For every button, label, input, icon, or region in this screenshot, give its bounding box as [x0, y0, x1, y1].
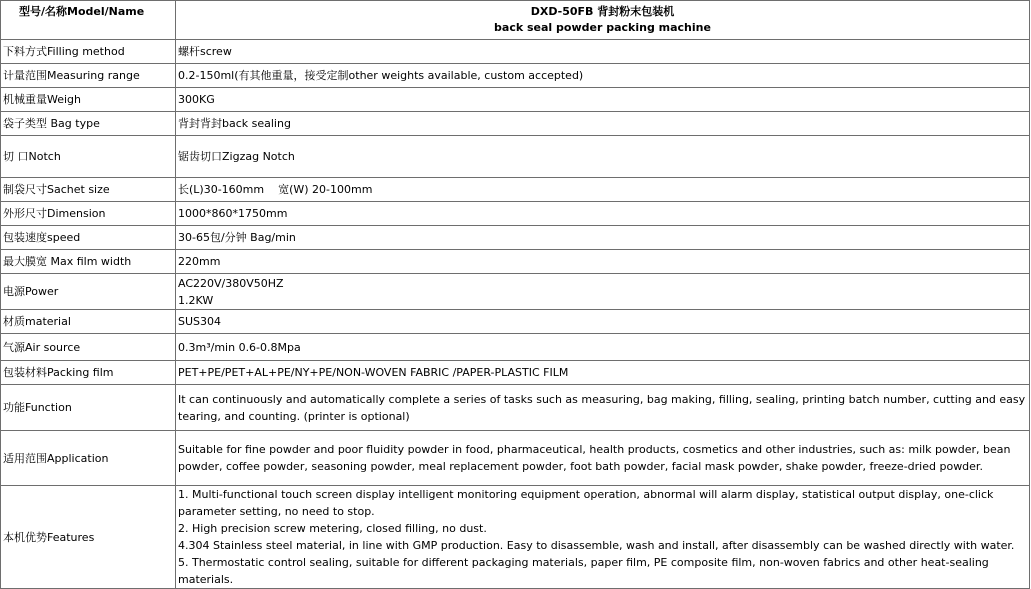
table-row — [1, 64, 1030, 88]
row-value: 0.2-150ml(有其他重量，接受定制other weights available, custom accepted) — [176, 64, 1030, 88]
row-value: 1000*860*1750mm — [176, 202, 1030, 226]
row-value: 锯齿切口Zigzag Notch — [176, 136, 1030, 178]
feature-item: 1. Multi-functional touch screen display intelligent monitoring equipment operation, abnormal will alarm display, statistical output display, one-click parameter setting, no need to stop. — [178, 488, 994, 518]
table-row — [1, 361, 1030, 385]
row-value: 220mm — [176, 250, 1030, 274]
row-label: 切 口Notch — [1, 136, 176, 178]
row-value: 30-65包/分钟 Bag/min — [176, 226, 1030, 250]
row-label: 电源Power — [1, 274, 176, 310]
row-value: PET+PE/PET+AL+PE/NY+PE/NON-WOVEN FABRIC /PAPER-PLASTIC FILM — [176, 361, 1030, 385]
table-row — [1, 112, 1030, 136]
row-label: 功能Function — [1, 385, 176, 431]
table-row — [1, 178, 1030, 202]
row-label: 下料方式Filling method — [1, 40, 176, 64]
header-title-line1: DXD-50FB 背封粉末包装机 — [530, 5, 675, 18]
row-value — [176, 486, 1030, 589]
row-label: 包装材料Packing film — [1, 361, 176, 385]
row-label: 外形尺寸Dimension — [1, 202, 176, 226]
table-row — [1, 250, 1030, 274]
table-row — [1, 310, 1030, 334]
row-label: 适用范围Application — [1, 431, 176, 486]
table-row — [1, 136, 1030, 178]
header-title — [176, 1, 1030, 40]
row-label: 计量范围Measuring range — [1, 64, 176, 88]
row-value: SUS304 — [176, 310, 1030, 334]
header-title-line2: back seal powder packing machine — [494, 21, 711, 34]
row-value — [176, 274, 1030, 310]
row-label: 机械重量Weigh — [1, 88, 176, 112]
feature-item: 5. Thermostatic control sealing, suitable for different packaging materials, paper film, PE composite film, non-woven fabrics and other heat-sealing materials. — [178, 556, 989, 586]
header-label: 型号/名称Model/Name — [1, 1, 176, 40]
row-value: 螺杆screw — [176, 40, 1030, 64]
feature-item: 2. High precision screw metering, closed filling, no dust. — [178, 522, 487, 535]
table-row — [1, 431, 1030, 486]
row-label: 材质material — [1, 310, 176, 334]
row-value: 300KG — [176, 88, 1030, 112]
row-value: 长(L)30-160mm 宽(W) 20-100mm — [176, 178, 1030, 202]
table-row — [1, 88, 1030, 112]
row-label: 气源Air source — [1, 334, 176, 361]
row-value: 0.3m³/min 0.6-0.8Mpa — [176, 334, 1030, 361]
table-row — [1, 486, 1030, 589]
row-label: 本机优势Features — [1, 486, 176, 589]
row-value: 背封背封back sealing — [176, 112, 1030, 136]
table-row — [1, 226, 1030, 250]
row-value: Suitable for fine powder and poor fluidity powder in food, pharmaceutical, health products, cosmetics and other industries, such as: milk powder, bean powder, coffee powder, seasoning powder, meal replacement powder, foot bath powder, facial mask powder, shake powder, freeze-dried powder. — [176, 431, 1030, 486]
header-row — [1, 1, 1030, 40]
table-row — [1, 202, 1030, 226]
feature-item: 4.304 Stainless steel material, in line with GMP production. Easy to disassemble, wash and install, after disassembly can be washed directly with water. — [178, 539, 1015, 552]
row-label: 制袋尺寸Sachet size — [1, 178, 176, 202]
row-label: 袋子类型 Bag type — [1, 112, 176, 136]
power-line-wattage: 1.2KW — [178, 293, 214, 307]
table-row — [1, 334, 1030, 361]
row-label: 最大膜宽 Max film width — [1, 250, 176, 274]
row-value: It can continuously and automatically complete a series of tasks such as measuring, bag making, filling, sealing, printing batch number, cutting and easy tearing, and counting. (printer is optional) — [176, 385, 1030, 431]
table-row — [1, 40, 1030, 64]
table-row — [1, 274, 1030, 310]
table-row — [1, 385, 1030, 431]
power-line-voltage: AC220V/380V50HZ — [178, 276, 284, 290]
row-label: 包装速度speed — [1, 226, 176, 250]
